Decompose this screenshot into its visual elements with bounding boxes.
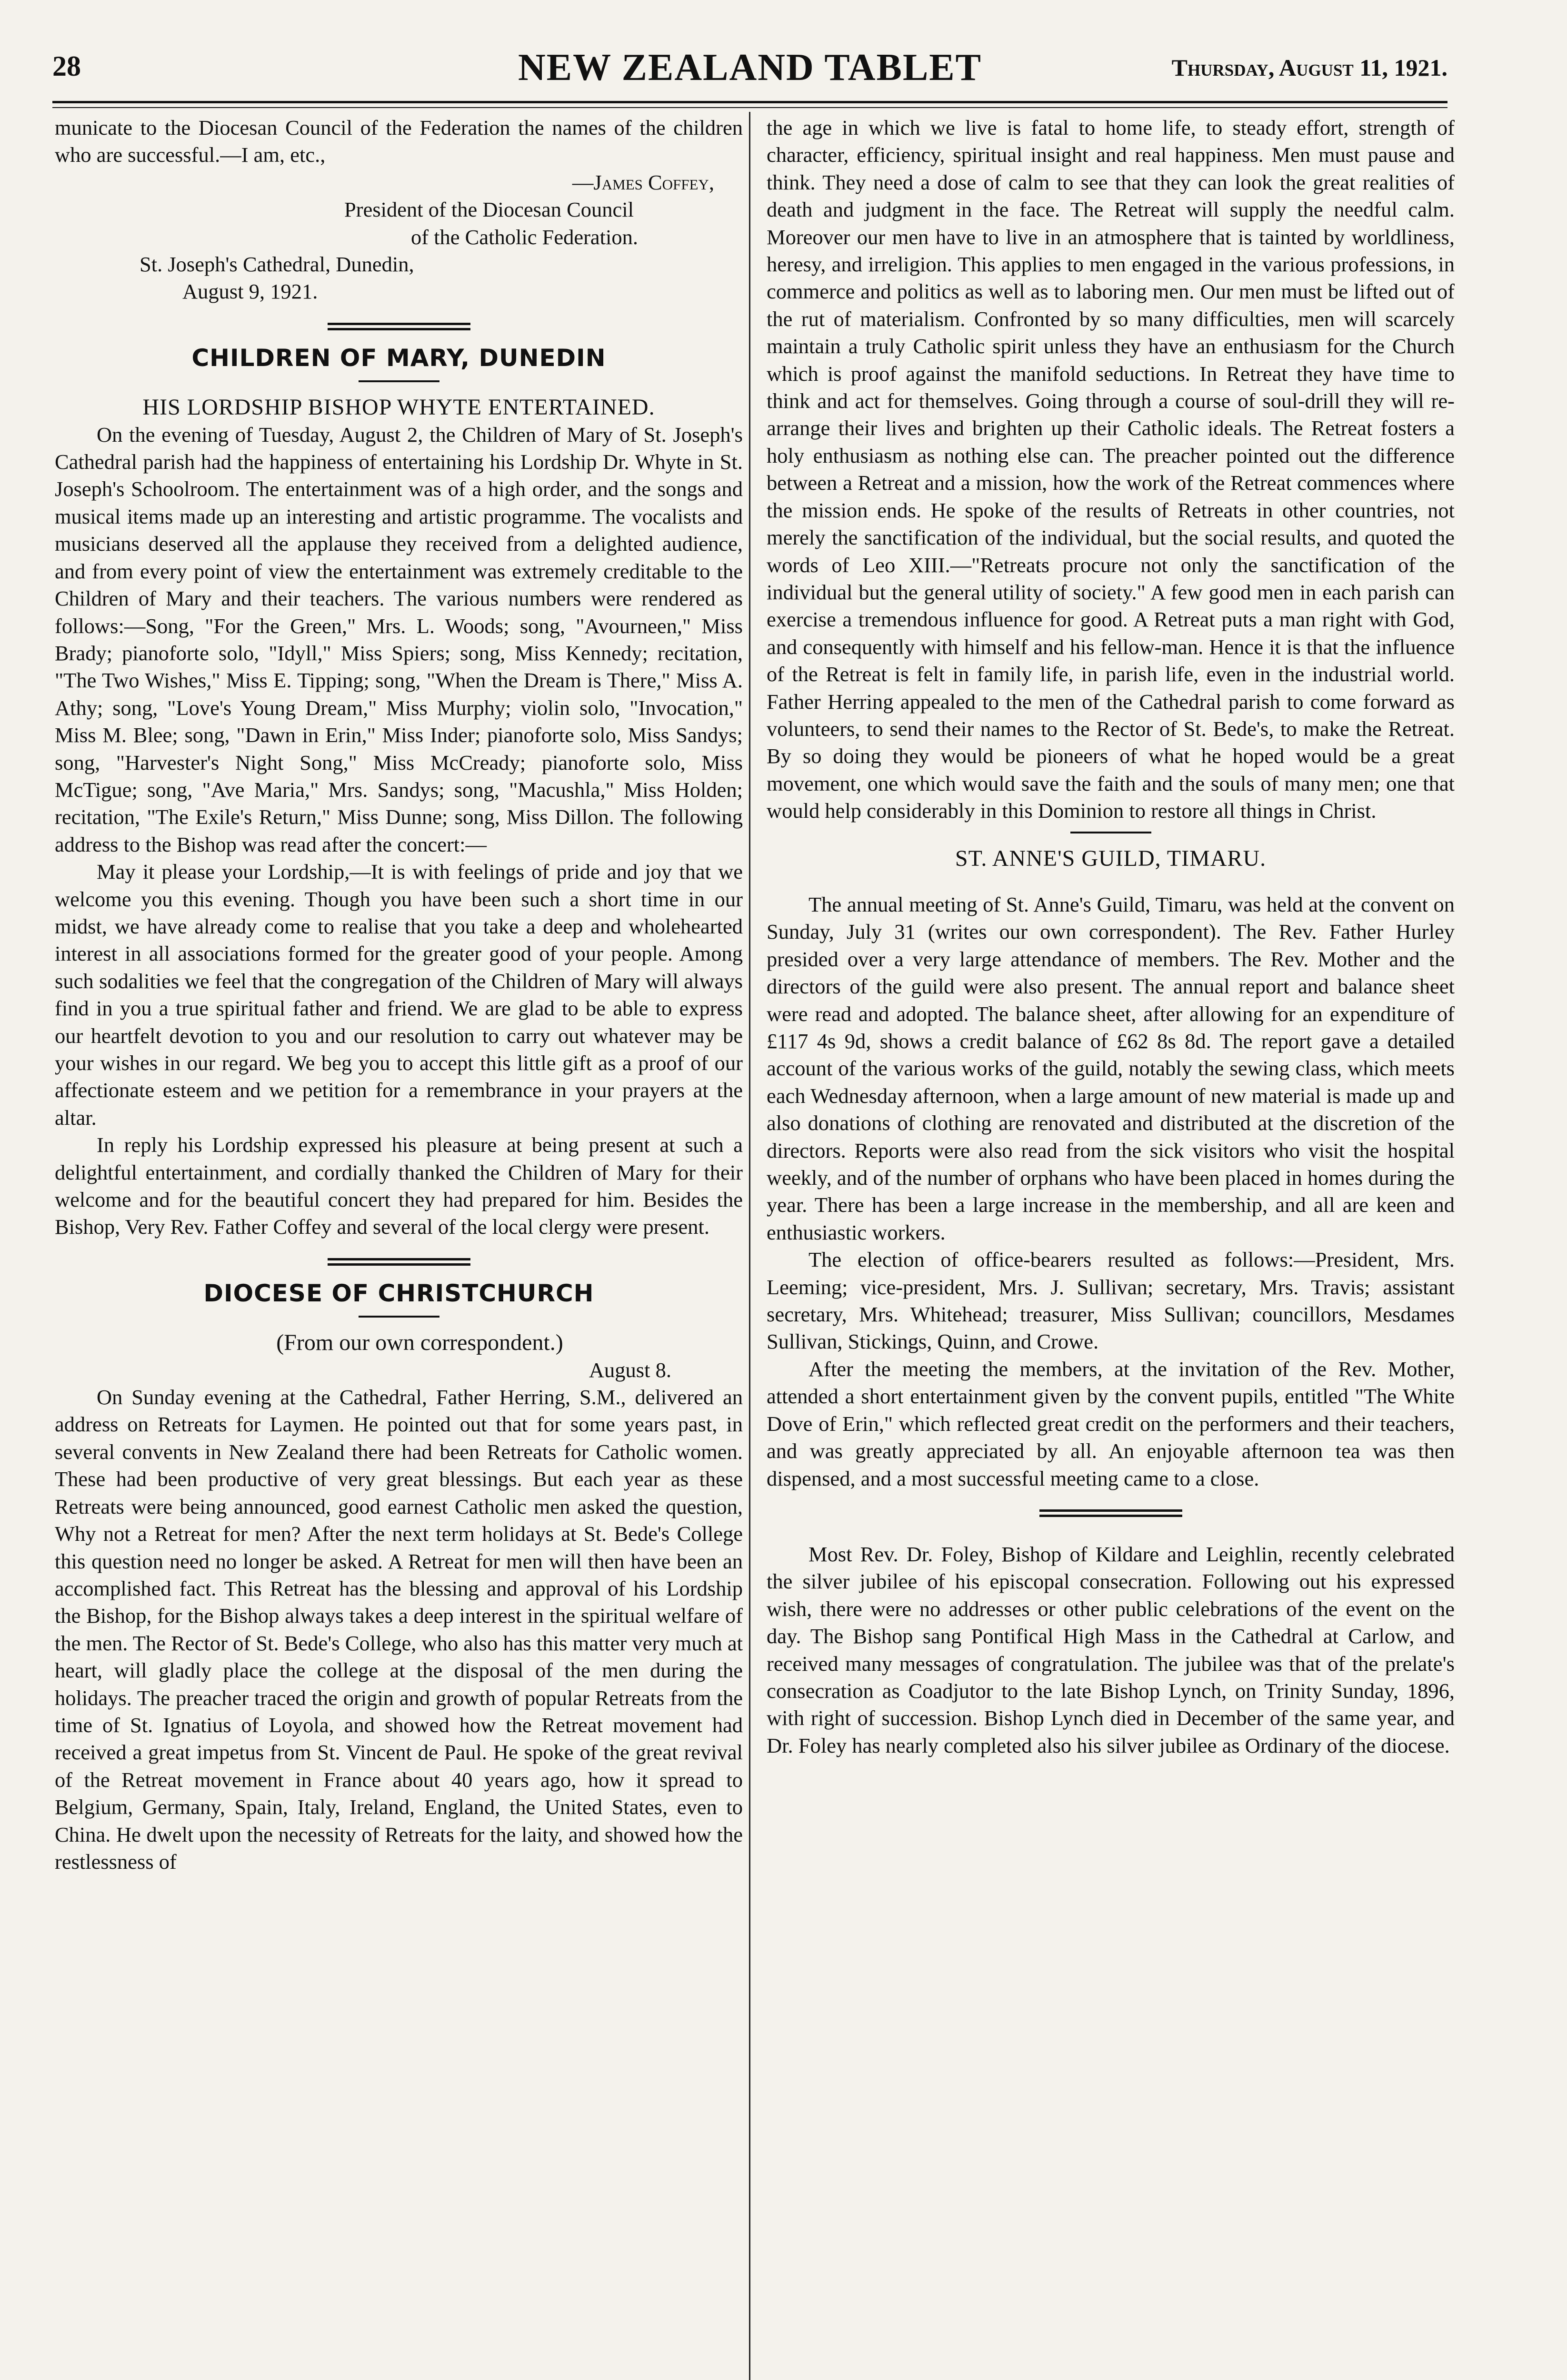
title-rule (1070, 832, 1151, 833)
article-paragraph: Most Rev. Dr. Foley, Bishop of Kildare and Leighlin, recently celebrated the silver jubilee of his episcopal consecration. Following out his expressed wish, there were no addresses or other public celebrations of the event on the day. The Bishop sang Pontifical High Mass in the Cathedral at Carlow, and received many messages of congratulation. The jubilee was that of the prelate's consecration as Coadjutor to the late Bishop Lynch, on Trinity Sunday, 1896, with right of succession. Bishop Lynch died in December of the same year, and Dr. Foley has nearly completed also his silver jubilee as Ordinary of the diocese. (767, 1542, 1455, 1757)
letter-date: August 9, 1921. (182, 279, 318, 304)
article-paragraph: The election of office-bearers resulted as follows:—President, Mrs. Leeming; vice-president, Mrs. J. Sullivan; secretary, Mrs. Travis; assistant secretary, Mrs. Whitehead; treasurer, Miss Sullivan; councillors, Mesdames Sullivan, Stickings, Quinn, and Crowe. (767, 1248, 1455, 1354)
dateline: August 8. (589, 1358, 671, 1382)
section-divider (328, 1258, 470, 1266)
column-divider (749, 112, 750, 2380)
article-paragraph: On the evening of Tuesday, August 2, the Children of Mary of St. Joseph's Cathedral parish had the happiness of entertaining his Lordship Dr. Whyte in St. Joseph's Schoolroom. The entertainment was of a high order, and the songs and musical items made up an interesting and artistic programme. The vocalists and musicians deserved all the applause they received from a delighted audience, and from every point of view the entertainment was extremely creditable to the Children of Mary and their teachers. The various numbers were rendered as follows:—Song, "For the Green," Mrs. L. Woods; song, "Avourneen," Miss Brady; pianoforte solo, "Idyll," Miss Spiers; song, Miss Kennedy; recitation, "The Two Wishes," Miss E. Tipping; song, "When the Dream is There," Miss A. Athy; song, "Love's Young Dream," Miss Murphy; violin solo, "Invocation," Miss M. Blee; song, "Dawn in Erin," Miss Inder; pianoforte solo, Miss Sandys; song, "Harvester's Night Song," Miss McCready; pianoforte solo, Miss McTigue; song, "Ave Maria," Mrs. Sandys; song, "Macushla," Miss Holden; recitation, "The Exile's Return," Miss Dunne; song, Miss Dillon. The following address to the Bishop was read after the concert:— (55, 422, 743, 856)
section-subtitle: HIS LORDSHIP BISHOP WHYTE ENTERTAINED. (142, 395, 655, 420)
header-rule (52, 101, 1447, 103)
section-title-christchurch: DIOCESE OF CHRISTCHURCH (203, 1279, 594, 1307)
page-number: 28 (52, 50, 81, 82)
title-rule (359, 380, 439, 382)
article-paragraph: The annual meeting of St. Anne's Guild, Timaru, was held at the convent on Sunday, July 31 (writes our own correspondent). The Rev. Father Hurley presided over a very large attendance of members. The Rev. Mother and the directors of the guild were also present. The annual report and balance sheet were read and adopted. The balance sheet, after allowing for an expenditure of £117 4s 9d, shows a credit balance of £62 8s 8d. The report gave a detailed account of the various works of the guild, notably the sewing class, which meets each Wednesday afternoon, when a large amount of new material is made up and also donations of clothing are renovated and distributed at the discretion of the directors. Reports were also read from the sick visitors who visit the hospital weekly, and of the number of orphans who have been placed in homes during the year. There has been a large increase in the membership, and all are keen and enthusiastic workers. (767, 892, 1455, 1244)
section-title-children-of-mary: CHILDREN OF MARY, DUNEDIN (191, 344, 606, 372)
right-column (767, 114, 1455, 2380)
section-divider (328, 323, 470, 330)
left-column (55, 114, 743, 2380)
article-paragraph: After the meeting the members, at the invitation of the Rev. Mother, attended a short entertainment given by the convent pupils, entitled "The White Dove of Erin," which reflected great credit on the performers and their teachers, and was greatly appreciated by all. An enjoyable afternoon tea was then dispensed, and a most successful meeting came to a close. (767, 1357, 1455, 1490)
section-title-st-annes: ST. ANNE'S GUILD, TIMARU. (955, 845, 1267, 871)
title-rule (359, 1316, 439, 1318)
section-divider (1039, 1509, 1182, 1517)
page-header (52, 47, 1447, 93)
masthead: NEW ZEALAND TABLET (518, 47, 982, 89)
article-paragraph: In reply his Lordship expressed his pleasure at being present at such a delightful entertainment, and cordially thanked the Children of Mary for their welcome and for the beautiful concert they had prepared for him. Besides the Bishop, Very Rev. Father Coffey and several of the local clergy were present. (55, 1133, 743, 1239)
letter-address: St. Joseph's Cathedral, Dunedin, (140, 252, 414, 277)
letter-closing: municate to the Diocesan Council of the Federation the names of the children who are successful.—I am, etc., (55, 116, 743, 167)
issue-date: Thursday, August 11, 1921. (1171, 54, 1447, 81)
article-paragraph: On Sunday evening at the Cathedral, Father Herring, S.M., delivered an address on Retreats for Laymen. He pointed out that for some years past, in several convents in New Zealand there had been Retreats for Catholic women. These had been productive of very great blessings. But each year as these Retreats were being announced, good earnest Catholic men asked the question, Why not a Retreat for men? After the next term holidays at St. Bede's College this question need no longer be asked. A Retreat for men will then have been an accomplished fact. This Retreat has the blessing and approval of his Lordship the Bishop, for the Bishop always takes a deep interest in the spiritual welfare of the men. The Rector of St. Bede's College, who also has this matter very much at heart, will gladly place the college at the disposal of the men during the holidays. The preacher traced the origin and growth of popular Retreats from the time of St. Ignatius of Loyola, and showed how the Retreat movement had received a great impetus from St. Vincent de Paul. He spoke of the great revival of the Retreat movement in France about 40 years ago, how it spread to Belgium, Germany, Spain, Italy, Ireland, England, the United States, even to China. He dwelt upon the necessity of Retreats for the laity, and showed how the restlessness of (55, 1385, 743, 1874)
signature-name: —James Coffey, (572, 170, 714, 194)
header-rule-thin (52, 107, 1447, 108)
article-paragraph: May it please your Lordship,—It is with feelings of pride and joy that we welcome you this evening. Though you have been such a short time in our midst, we have already come to realise that you take a deep and wholehearted interest in all associations formed for the greater good of your people. Among such sodalities we feel that the congregation of the Children of Mary will always find in you a true spiritual father and friend. We are glad to be able to express our heartfelt devotion to you and our resolution to carry out whatever may be your wishes in our regard. We beg you to accept this little gift as a proof of our affectionate esteem and we petition for a remembrance in your prayers at the altar. (55, 860, 743, 1130)
signature-title-2: of the Catholic Federation. (411, 225, 639, 249)
signature-title: President of the Diocesan Council (344, 198, 634, 222)
article-continuation: the age in which we live is fatal to home life, to steady effort, strength of character, efficiency, spiritual insight and real happiness. Men must pause and think. They need a dose of calm to see that they can look the great realities of death and judgment in the face. The Retreat will supply the needful calm. Moreover our men have to live in an atmosphere that is tainted by worldliness, heresy, and irreligion. This applies to men engaged in the various professions, in commerce and politics as well as to laboring men. Our men must be lifted out of the rut of materialism. Confronted by so many difficulties, men will scarcely maintain a truly Catholic spirit unless they have an enthusiasm for the Church which is proof against the manifold seductions. In Retreat they have time to think and act for themselves. Going through a course of soul-drill they will re-arrange their lives and brighten up their Catholic ideals. The Retreat fosters a holy enthusiasm as nothing else can. The preacher pointed out the difference between a Retreat and a mission, how the work of the Retreat commences where the mission ends. He spoke of the results of Retreats in other countries, not merely the sanctification of the individual, but the social results, and quoted the words of Leo XIII.—"Retreats procure not only the sanctification of the individual but the general utility of society." A few good men in each parish can exercise a tremendous influence for good. A Retreat puts a man right with God, and consequently with himself and his fellow-man. Hence it is that the influence of the Retreat is felt in family life, in parish life, even in the industrial world. Father Herring appealed to the men of the Cathedral parish to come forward as volunteers, to send their names to the Rector of St. Bede's, to make the Retreat. By so doing they would be pioneers of what he hoped would be a great movement, one which would save the faith and the souls of many men; one that would help considerably in this Dominion to restore all things in Christ. (767, 116, 1455, 823)
byline: (From our own correspondent.) (276, 1330, 563, 1356)
